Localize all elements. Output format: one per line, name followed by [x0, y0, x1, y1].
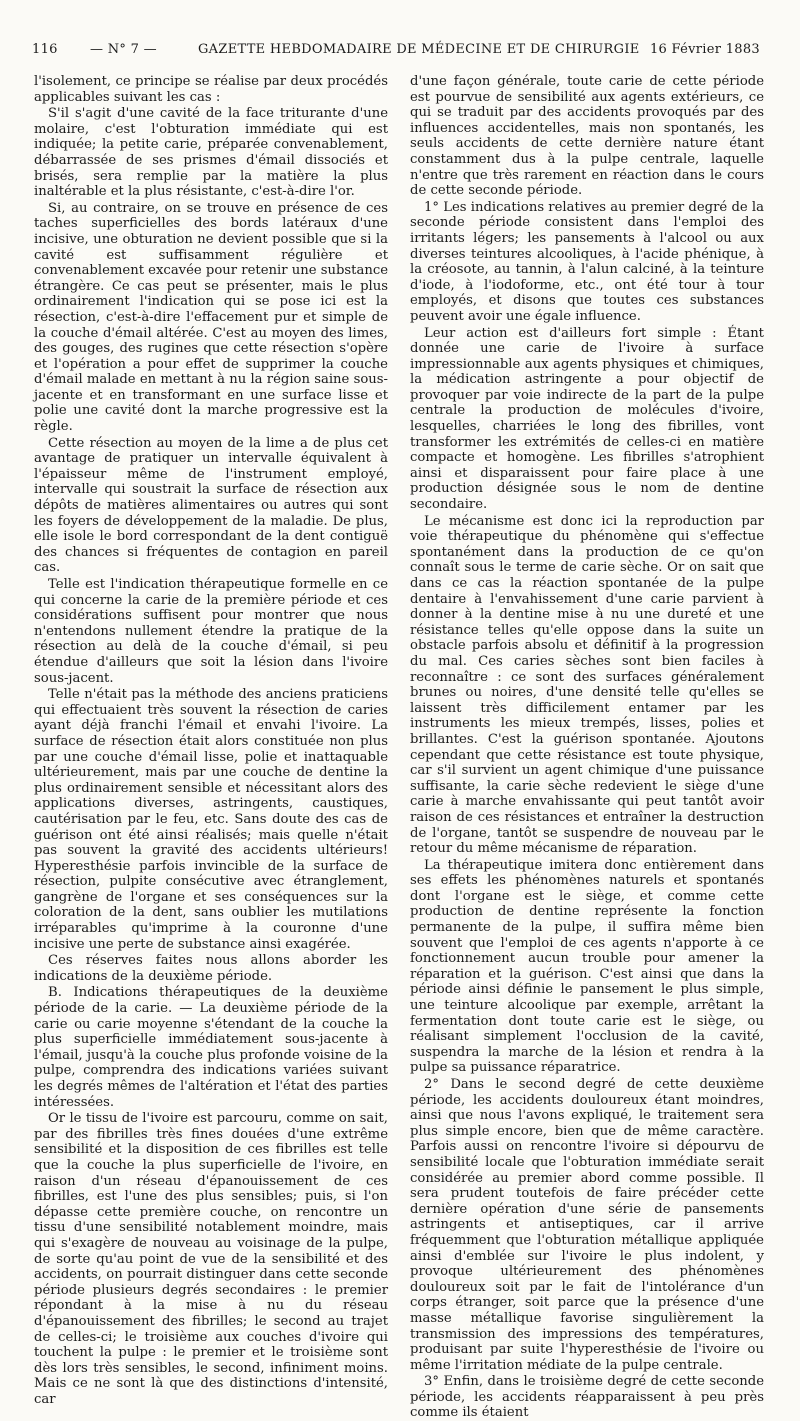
- issue-number: — N° 7 —: [90, 42, 157, 57]
- page-number: 116: [32, 42, 58, 57]
- paragraph: Si, au contraire, on se trouve en présence de ces taches superficielles des bords latéraux d'une incisive, une obturation ne devient possible que si la cavité est suffisamment régulière et convenablement excavée pour retenir une substance étrangère. Ce cas peut se présenter, mais le plus ordinairement l'indication qui se pose ici est la résection, c'est-à-dire l'effacement pur et simple de la couche d'émail altérée. C'est au moyen des limes, des gouges, des rugines que cette résection s'opère et l'opération a pour effet de supprimer la couche d'émail malade en mettant à nu la région saine sous-jacente et en transformant en une surface lisse et polie une cavité dont la marche progressive est la règle.: [34, 200, 389, 435]
- paragraph: Le mécanisme est donc ici la reproduction par voie thérapeutique du phénomène qui s'effectue spontanément dans la production de ce qu'on connaît sous le terme de carie sèche. Or on sait que dans ce cas la réaction spontanée de la pulpe dentaire à l'envahissement d'une carie parvient à donner à la dentine mise à nu une dureté et une résistance telles qu'elle oppose dans la suite un obstacle parfois absolu et définitif à la progression du mal. Ces caries sèches sont bien faciles à reconnaître : ce sont des surfaces généralement brunes ou noires, d'une densité telle qu'elles se laissent très difficilement entamer par les instruments les mieux trempés, lisses, polies et brillantes. C'est la guérison spontanée. Ajoutons cependant que cette résistance est toute physique, car s'il survient un agent chimique d'une puissance suffisante, la carie sèche redevient le siège d'une carie à marche envahissante qui peut tantôt avoir raison de ces résistances et entraîner la destruction de l'organe, tantôt se suspendre de nouveau par le retour du même mécanisme de réparation.: [410, 513, 764, 857]
- paragraph: Telle n'était pas la méthode des anciens praticiens qui effectuaient très souvent la résection de caries ayant déjà franchi l'émail et envahi l'ivoire. La surface de résection était alors constituée non plus par une couche d'émail lisse, polie et inattaquable ultérieurement, mais par une couche de dentine la plus ordinairement sensible et nécessitant alors des applications diverses, astringents, caustiques, cautérisation par le feu, etc. Sans doute des cas de guérison ont été ainsi réalisés; mais quelle n'était pas souvent la gravité des accidents ultérieurs! Hyperesthésie parfois invincible de la surface de résection, pulpite consécutive avec étranglement, gangrène de l'organe et ses conséquences sur la coloration de la dent, sans oublier les mutilations irréparables qu'imprime à la couronne d'une incisive une perte de substance ainsi exagérée.: [34, 687, 388, 952]
- paragraph: Or le tissu de l'ivoire est parcouru, comme on sait, par des fibrilles très fines douées d'une extrême sensibilité et la disposition de ces fibrilles est telle que la couche la plus superficielle de l'ivoire, en raison d'un réseau d'épanouissement de ces fibrilles, est l'une des plus sensibles; puis, si l'on dépasse cette première couche, on rencontre un tissu d'une sensibilité notablement moindre, mais qui s'exagère de nouveau au voisinage de la pulpe, de sorte qu'au point de vue de la sensibilité et des accidents, on pourrait distinguer dans cette seconde période plusieurs degrés secondaires : le premier répondant à la mise à nu du réseau d'épanouissement des fibrilles; le second au trajet de celles-ci; le troisième aux couches d'ivoire qui touchent la pulpe : le premier et le troisième sont dès lors très sensibles, le second, infiniment moins. Mais ce ne sont là que des distinctions d'intensité, car: [34, 1111, 388, 1407]
- paragraph: 2° Dans le second degré de cette deuxième période, les accidents douloureux étant moindres, ainsi que nous l'avons expliqué, le traitement sera plus simple encore, bien que de même caractère. Parfois aussi on rencontre l'ivoire si dépourvu de sensibilité locale que l'obturation immédiate serait considérée au premier abord comme possible. Il sera prudent toutefois de faire précéder cette dernière opération d'une série de pansements astringents et antiseptiques, car il arrive fréquemment que l'obturation métallique appliquée ainsi d'emblée sur l'ivoire le plus indolent, y provoque ultérieurement des phénomènes douloureux soit par le fait de l'intolérance d'un corps étranger, soit parce que la présence d'une masse métallique favorise singulièrement la transmission des impressions des températures, produisant par suite l'hyperesthésie de l'ivoire ou même l'irritation médiate de la pulpe centrale.: [410, 1077, 764, 1373]
- paragraph: l'isolement, ce principe se réalise par deux procédés applicables suivant les cas :: [34, 74, 388, 105]
- running-header: [32, 42, 760, 66]
- left-column: [34, 74, 389, 1407]
- paragraph: 1° Les indications relatives au premier degré de la seconde période consistent dans l'emploi des irritants légers; les pansements à l'alcool ou aux diverses teintures alcooliques, à l'acide phénique, à la créosote, au tannin, à l'alun calciné, à la teinture d'iode, à l'iodoforme, etc., ont été tour à tour employés, et disons que toutes ces substances peuvent avoir une égale influence.: [410, 199, 764, 324]
- journal-title: GAZETTE HEBDOMADAIRE DE MÉDECINE ET DE CHIRURGIE: [198, 42, 640, 57]
- paragraph: 3° Enfin, dans le troisième degré de cette seconde période, les accidents réapparaissent à peu près comme ils étaient: [410, 1374, 764, 1421]
- paragraph: La thérapeutique imitera donc entièrement dans ses effets les phénomènes naturels et spontanés dont l'organe est le siège, et comme cette production de dentine représente la fonction permanente de la pulpe, il suffira même bien souvent que l'emploi de ces agents n'apporte à ce fonctionnement aucun trouble pour amener la réparation et la guérison. C'est ainsi que dans la période ainsi définie le pansement le plus simple, une teinture alcoolique par exemple, arrêtant la fermentation dont toute carie est le siège, ou réalisant simplement l'occlusion de la cavité, suspendra la marche de la lésion et rendra à la pulpe sa puissance réparatrice.: [410, 857, 764, 1076]
- section-heading-paragraph: B. Indications thérapeutiques de la deuxième période de la carie. — La deuxième période de la carie ou carie moyenne s'étendant de la couche la plus superficielle immédiatement sous-jacente à l'émail, jusqu'à la couche plus profonde voisine de la pulpe, comprendra des indications variées suivant les degrés mêmes de l'altération et l'état des parties intéressées.: [34, 985, 388, 1110]
- paragraph: d'une façon générale, toute carie de cette période est pourvue de sensibilité aux agents extérieurs, ce qui se traduit par des accidents provoqués par des influences accidentelles, mais non spontanés, les seuls accidents de cette dernière nature étant constamment dus à la pulpe centrale, laquelle n'entre que très rarement en réaction dans le cours de cette seconde période.: [410, 74, 764, 199]
- paragraph: Leur action est d'ailleurs fort simple : Étant donnée une carie de l'ivoire à surface impressionnable aux agents physiques et chimiques, la médication astringente a pour objectif de provoquer par voie indirecte de la part de la pulpe centrale la production de molécules d'ivoire, lesquelles, charriées le long des fibrilles, vont transformer les extrémités de celles-ci en matière compacte et homogène. Les fibrilles s'atrophient ainsi et disparaissent pour faire place à une production désignée sous le nom de dentine secondaire.: [410, 325, 764, 513]
- issue-date: 16 Février 1883: [649, 42, 760, 57]
- right-column: [410, 74, 764, 1421]
- paragraph: S'il s'agit d'une cavité de la face triturante d'une molaire, c'est l'obturation immédiate qui est indiquée; la petite carie, préparée convenablement, débarrassée de ses prismes d'émail dissociés et brisés, sera remplie par la matière la plus inaltérable et la plus résistante, c'est-à-dire l'or.: [34, 106, 388, 200]
- paragraph: Ces réserves faites nous allons aborder les indications de la deuxième période.: [34, 953, 388, 984]
- paragraph: Telle est l'indication thérapeutique formelle en ce qui concerne la carie de la première période et ces considérations suffisent pour montrer que nous n'entendons nullement étendre la pratique de la résection au delà de la couche d'émail, si peu étendue d'ailleurs que soit la lésion dans l'ivoire sous-jacent.: [34, 577, 388, 686]
- paragraph: Cette résection au moyen de la lime a de plus cet avantage de pratiquer un intervalle équivalent à l'épaisseur même de l'instrument employé, intervalle qui soustrait la surface de résection aux dépôts de matières alimentaires ou autres qui sont les foyers de développement de la maladie. De plus, elle isole le bord correspondant de la dent contiguë des chances si fréquentes de contagion en pareil cas.: [34, 435, 388, 576]
